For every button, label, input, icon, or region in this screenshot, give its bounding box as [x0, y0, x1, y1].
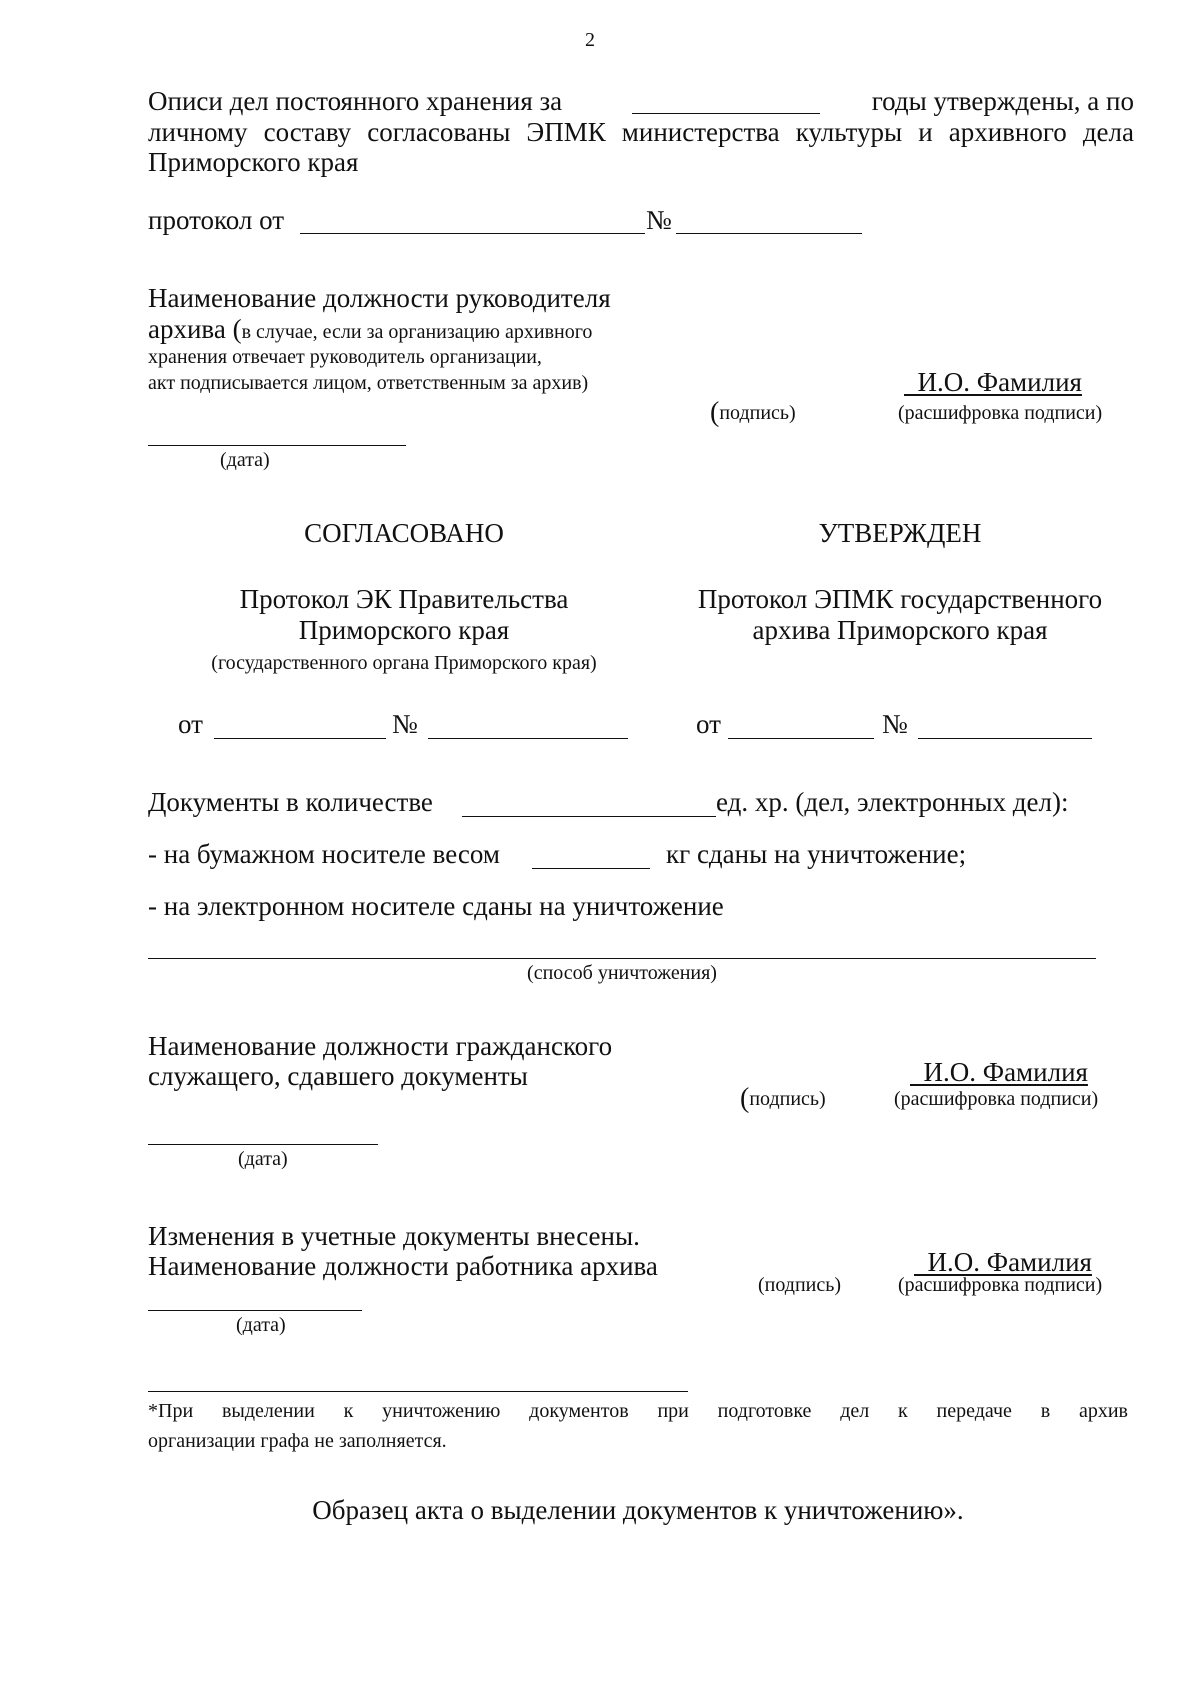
approved-from-label: от [696, 709, 721, 739]
civil-servant-signature-label: (подпись) [740, 1083, 826, 1114]
archive-worker-date-line[interactable] [148, 1310, 362, 1311]
civil-servant-name-caption: (расшифровка подписи) [894, 1088, 1099, 1110]
approved-number-line[interactable] [918, 738, 1092, 739]
approved-line1: Протокол ЭПМК государственного [697, 584, 1103, 614]
archive-worker-line1: Изменения в учетные документы внесены. [148, 1221, 640, 1251]
agreed-line2: Приморского края [298, 615, 510, 645]
protocol-number-line[interactable] [676, 233, 862, 234]
documents-paper-label: - на бумажном носителе весом [148, 839, 500, 869]
footnote-line2: организации графа не заполняется. [148, 1430, 447, 1452]
civil-servant-name: И.О. Фамилия [923, 1057, 1088, 1087]
head-name: И.О. Фамилия [917, 367, 1082, 397]
archive-worker-date-caption: (дата) [236, 1314, 286, 1336]
agreed-number-line[interactable] [428, 738, 628, 739]
civil-servant-line1: Наименование должности гражданского [148, 1031, 613, 1061]
agreed-heading: СОГЛАСОВАНО [304, 518, 504, 548]
destruction-method-caption: (способ уничтожения) [527, 962, 717, 984]
page-number: 2 [585, 29, 595, 51]
head-line3: хранения отвечает руководитель организации, [148, 346, 542, 368]
protocol-date-line[interactable] [300, 233, 645, 234]
intro-part2: годы утверждены, а по [871, 86, 1134, 116]
head-line2-small: в случае, если за организацию архивного [241, 321, 593, 343]
intro-part1: Описи дел постоянного хранения за [148, 86, 563, 116]
approved-number-sign: № [882, 709, 908, 739]
head-line2: архива (в случае, если за организацию архивного [148, 314, 593, 344]
closing-line: Образец акта о выделении документов к уничтожению». [312, 1495, 964, 1525]
documents-quantity-suffix: ед. хр. (дел, электронных дел): [716, 787, 1069, 817]
agreed-line3: (государственного органа Приморского края) [211, 652, 597, 674]
head-date-caption: (дата) [220, 449, 270, 471]
destruction-method-line[interactable] [148, 958, 1096, 959]
civil-servant-date-line[interactable] [148, 1144, 378, 1145]
footnote-line1: *При выделении к уничтожению документов при подготовке дел к передаче в архив [148, 1400, 1128, 1422]
years-blank-line[interactable] [632, 113, 820, 114]
approved-date-line[interactable] [728, 738, 874, 739]
documents-quantity-line[interactable] [462, 816, 716, 817]
documents-paper-weight-line[interactable] [532, 868, 650, 869]
agreed-line1: Протокол ЭК Правительства [239, 584, 569, 614]
documents-electronic-label: - на электронном носителе сданы на уничтожение [148, 891, 724, 921]
head-line4: акт подписывается лицом, ответственным за архив) [148, 372, 589, 394]
archive-worker-name: И.О. Фамилия [927, 1247, 1092, 1277]
approved-line2: архива Приморского края [752, 615, 1048, 645]
approved-heading: УТВЕРЖДЕН [818, 518, 982, 548]
head-title: Наименование должности руководителя [148, 283, 611, 313]
head-date-line[interactable] [148, 445, 406, 446]
protocol-number-sign: № [646, 205, 672, 235]
intro-line3: Приморского края [148, 147, 359, 177]
footnote-separator [148, 1391, 688, 1392]
archive-worker-signature-label: (подпись) [758, 1274, 842, 1296]
civil-servant-line2: служащего, сдавшего документы [148, 1061, 528, 1091]
civil-servant-date-caption: (дата) [238, 1148, 288, 1170]
agreed-date-line[interactable] [214, 738, 386, 739]
agreed-number-sign: № [392, 709, 418, 739]
head-name-caption: (расшифровка подписи) [898, 402, 1103, 424]
documents-quantity-label: Документы в количестве [148, 787, 433, 817]
archive-worker-line2: Наименование должности работника архива [148, 1251, 658, 1281]
archive-worker-name-caption: (расшифровка подписи) [898, 1274, 1103, 1296]
agreed-from-label: от [178, 709, 203, 739]
head-signature-label: (подпись) [710, 397, 796, 428]
head-line2-big: архива [148, 314, 226, 344]
intro-line2: личному составу согласованы ЭПМК министерства культуры и архивного дела [148, 117, 1134, 147]
documents-paper-suffix: кг сданы на уничтожение; [666, 839, 967, 869]
protocol-label: протокол от [148, 205, 285, 235]
